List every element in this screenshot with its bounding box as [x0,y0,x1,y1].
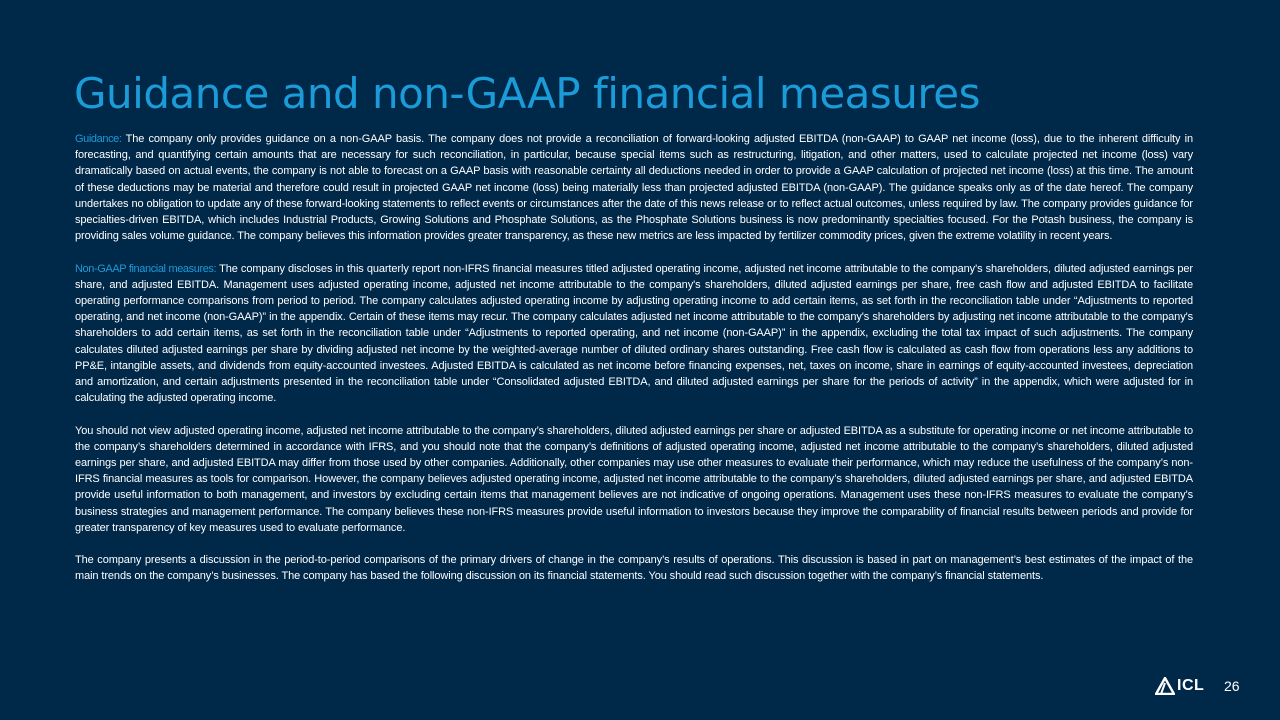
discussion-paragraph: The company presents a discussion in the period-to-period comparisons of the primary drivers of change in the company’s results of operations. This discussion is based in part on management’s best estimates of the impact of the main trends on the company’s businesses. The company has based the following discussion on its financial statements. You should read such discussion together with the company’s financial statements. [75,554,1193,583]
guidance-lead: Guidance: [75,133,122,145]
caution-paragraph: You should not view adjusted operating income, adjusted net income attributable to the company’s shareholders, diluted adjusted earnings per share or adjusted EBITDA as a substitute for operating income or net income attributable to the company’s shareholders determined in accordance with IFRS, and you should note that the company’s definitions of adjusted operating income, adjusted net income attributable to the company’s shareholders, diluted adjusted earnings per share, and adjusted EBITDA may differ from those used by other companies. Additionally, other companies may use other measures to evaluate their performance, which may reduce the usefulness of the company’s non-IFRS financial measures as tools for comparison. However, the company believes adjusted operating income, adjusted net income attributable to the company’s shareholders, diluted adjusted earnings per share, and adjusted EBITDA provide useful information to both management, and investors by excluding certain items that management believes are not indicative of ongoing operations. Management uses these non-IFRS measures to evaluate the company's business strategies and management performance. The company believes these non-IFRS measures provide useful information to investors because they improve the comparability of financial results between periods and provide for greater transparency of key measures used to evaluate performance. [75,424,1193,534]
icl-logo [1155,675,1215,697]
guidance-text: The company only provides guidance on a non-GAAP basis. The company does not provide a reconciliation of forward-looking adjusted EBITDA (non-GAAP) to GAAP net income (loss), due to the inherent difficulty in forecasting, and quantifying certain amounts that are necessary for such reconciliation, in particular, because special items such as restructuring, litigation, and other matters, used to calculate projected net income (loss) vary dramatically based on actual events, the company is not able to forecast on a GAAP basis with reasonable certainty all deductions needed in order to provide a GAAP calculation of projected net income (loss) at this time. The amount of these deductions may be material and therefore could result in projected GAAP net income (loss) being materially less than projected adjusted EBITDA (non-GAAP). The guidance speaks only as of the date hereof. The company undertakes no obligation to update any of these forward-looking statements to reflect events or circumstances after the date of this news release or to reflect actual outcomes, unless required by law. The company provides guidance for specialties-driven EBITDA, which includes Industrial Products, Growing Solutions and Phosphate Solutions, as the Phosphate Solutions business is now predominantly specialties focused. For the Potash business, the company is providing sales volume guidance. The company believes this information provides greater transparency, as these new metrics are less impacted by fertilizer commodity prices, given the extreme volatility in recent years. [75,133,1193,243]
page-title: Guidance and non-GAAP financial measures [74,69,980,118]
page-number: 26 [1224,678,1240,694]
guidance-paragraph [75,131,1193,244]
non-gaap-lead: Non-GAAP financial measures: [75,262,217,275]
non-gaap-paragraph [75,261,1193,407]
icl-triangle-logo-icon [1155,677,1175,695]
logo-text: ICL [1177,677,1205,694]
non-gaap-text: The company discloses in this quarterly report non-IFRS financial measures titled adjusted operating income, adjusted net income attributable to the company's shareholders, diluted adjusted earnings per share, and adjusted EBITDA. Management uses adjusted operating income, adjusted net income attributable to the company's shareholders, diluted adjusted earnings per share, free cash flow and adjusted EBITDA to facilitate operating performance comparisons from period to period. The company calculates adjusted operating income by adjusting operating income to add certain items, as set forth in the reconciliation table under “Adjustments to reported operating, and net income (non-GAAP)” in the appendix. Certain of these items may recur. The company calculates adjusted net income attributable to the company's shareholders by adjusting net income attributable to the company's shareholders to add certain items, as set forth in the reconciliation table under “Adjustments to reported operating, and net income (non-GAAP)” in the appendix, excluding the total tax impact of such adjustments. The company calculates diluted adjusted earnings per share by dividing adjusted net income by the weighted-average number of diluted ordinary shares outstanding. Free cash flow is calculated as cash flow from operations less any additions to PP&E, intangible assets, and dividends from equity-accounted investees. Adjusted EBITDA is calculated as net income before financing expenses, net, taxes on income, share in earnings of equity-accounted investees, depreciation and amortization, and certain adjustments presented in the reconciliation table under “Consolidated adjusted EBITDA, and diluted adjusted earnings per share for the periods of activity” in the appendix, which were adjusted for in calculating the adjusted operating income. [75,262,1193,405]
disclaimer-body [75,131,1193,585]
